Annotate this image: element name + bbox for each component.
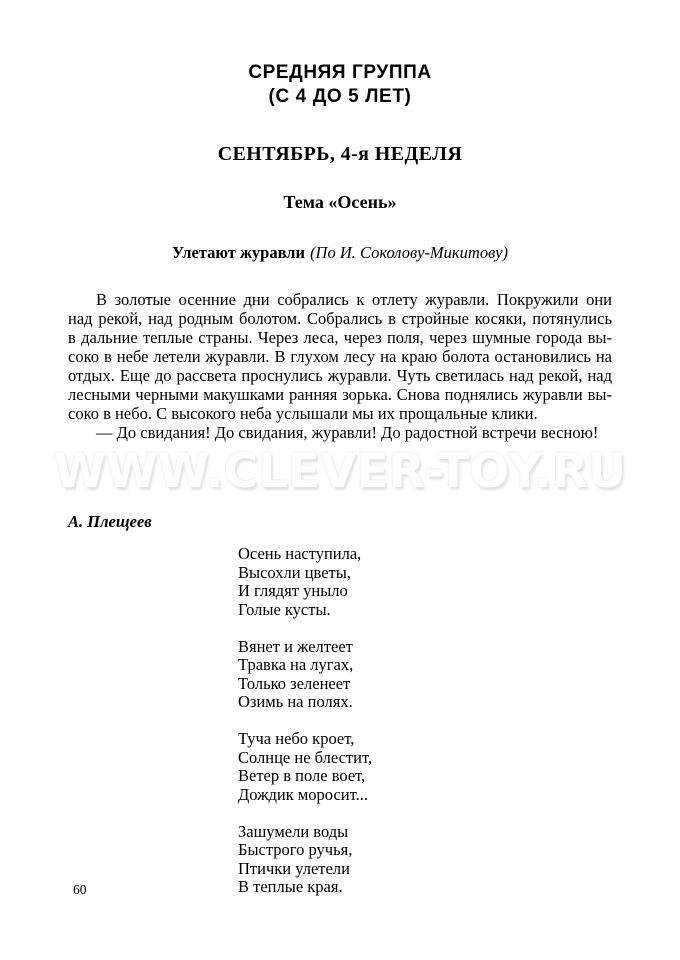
story-line: лесными черными макушками ранняя зорька. Снова поднялись журавли вы-: [68, 385, 612, 404]
watermark-text: WWW.CLEVER-TOY.RU: [53, 444, 627, 499]
story-line: в дальние теплые страны. Через леса, через поля, через шумные города вы-: [68, 328, 612, 347]
poem-line: Озимь на полях.: [238, 692, 353, 711]
group-title-line1: СРЕДНЯЯ ГРУППА: [248, 61, 432, 84]
story-title: Улетают журавли: [171, 243, 306, 262]
story-line: отдых. Еще до рассвета проснулись журавли. Чуть светилась над рекой, над: [68, 366, 612, 385]
poem-line: Зашумели воды: [238, 821, 349, 841]
poem-line: Травка на лугах,: [238, 655, 354, 674]
poem-line: Туча небо кроет,: [238, 729, 355, 748]
poem-stanza: [238, 545, 680, 619]
poem-stanza: [238, 730, 680, 804]
poem-stanza: [238, 823, 680, 897]
story-line: соко в небе летели журавли. В глухом лесу на краю болота остановились на: [68, 347, 612, 366]
theme-title: Тема «Осень»: [283, 192, 397, 212]
story-line: соко в небо. С высокого неба услышали мы их прощальные клики.: [68, 404, 538, 423]
story-title-line: [0, 243, 680, 263]
poem-line: Голые кусты.: [238, 599, 331, 619]
week-title: СЕНТЯБРЬ, 4-я НЕДЕЛЯ: [217, 143, 463, 165]
story-line: — До свидания! До свидания, журавли! До радостной встречи весною!: [96, 423, 599, 442]
group-title-line2: (С 4 ДО 5 ЛЕТ): [268, 85, 412, 108]
section-group-title: [0, 0, 680, 108]
poem-stanza: [238, 638, 680, 712]
poem-author: А. Плещеев: [68, 512, 152, 531]
poem-line: Ветер в поле воет,: [238, 766, 366, 785]
story-line: В золотые осенние дни собрались к отлету журавли. Покружили они: [96, 290, 612, 309]
poem-line: Высохли цветы,: [238, 562, 351, 582]
poem-line: И глядят уныло: [238, 581, 348, 600]
poem-line: В теплые края.: [238, 877, 343, 896]
page-number: 60: [73, 882, 87, 897]
story-line: над рекой, над родным болотом. Собрались в стройные косяки, потянулись: [68, 309, 612, 328]
poem-line: Птички улетели: [238, 858, 350, 878]
story-text: [68, 290, 612, 442]
poem-line: Быстрого ручья,: [238, 840, 353, 859]
poem-line: Вянет и желтеет: [238, 636, 353, 656]
poem-line: Солнце не блестит,: [238, 747, 373, 767]
poem-line: Осень наступила,: [238, 544, 362, 563]
poem-line: Только зеленеет: [238, 673, 351, 693]
poem: [238, 545, 680, 897]
story-source-author: (По И. Соколову-Микитову): [310, 243, 509, 262]
poem-line: Дождик моросит...: [238, 784, 368, 804]
